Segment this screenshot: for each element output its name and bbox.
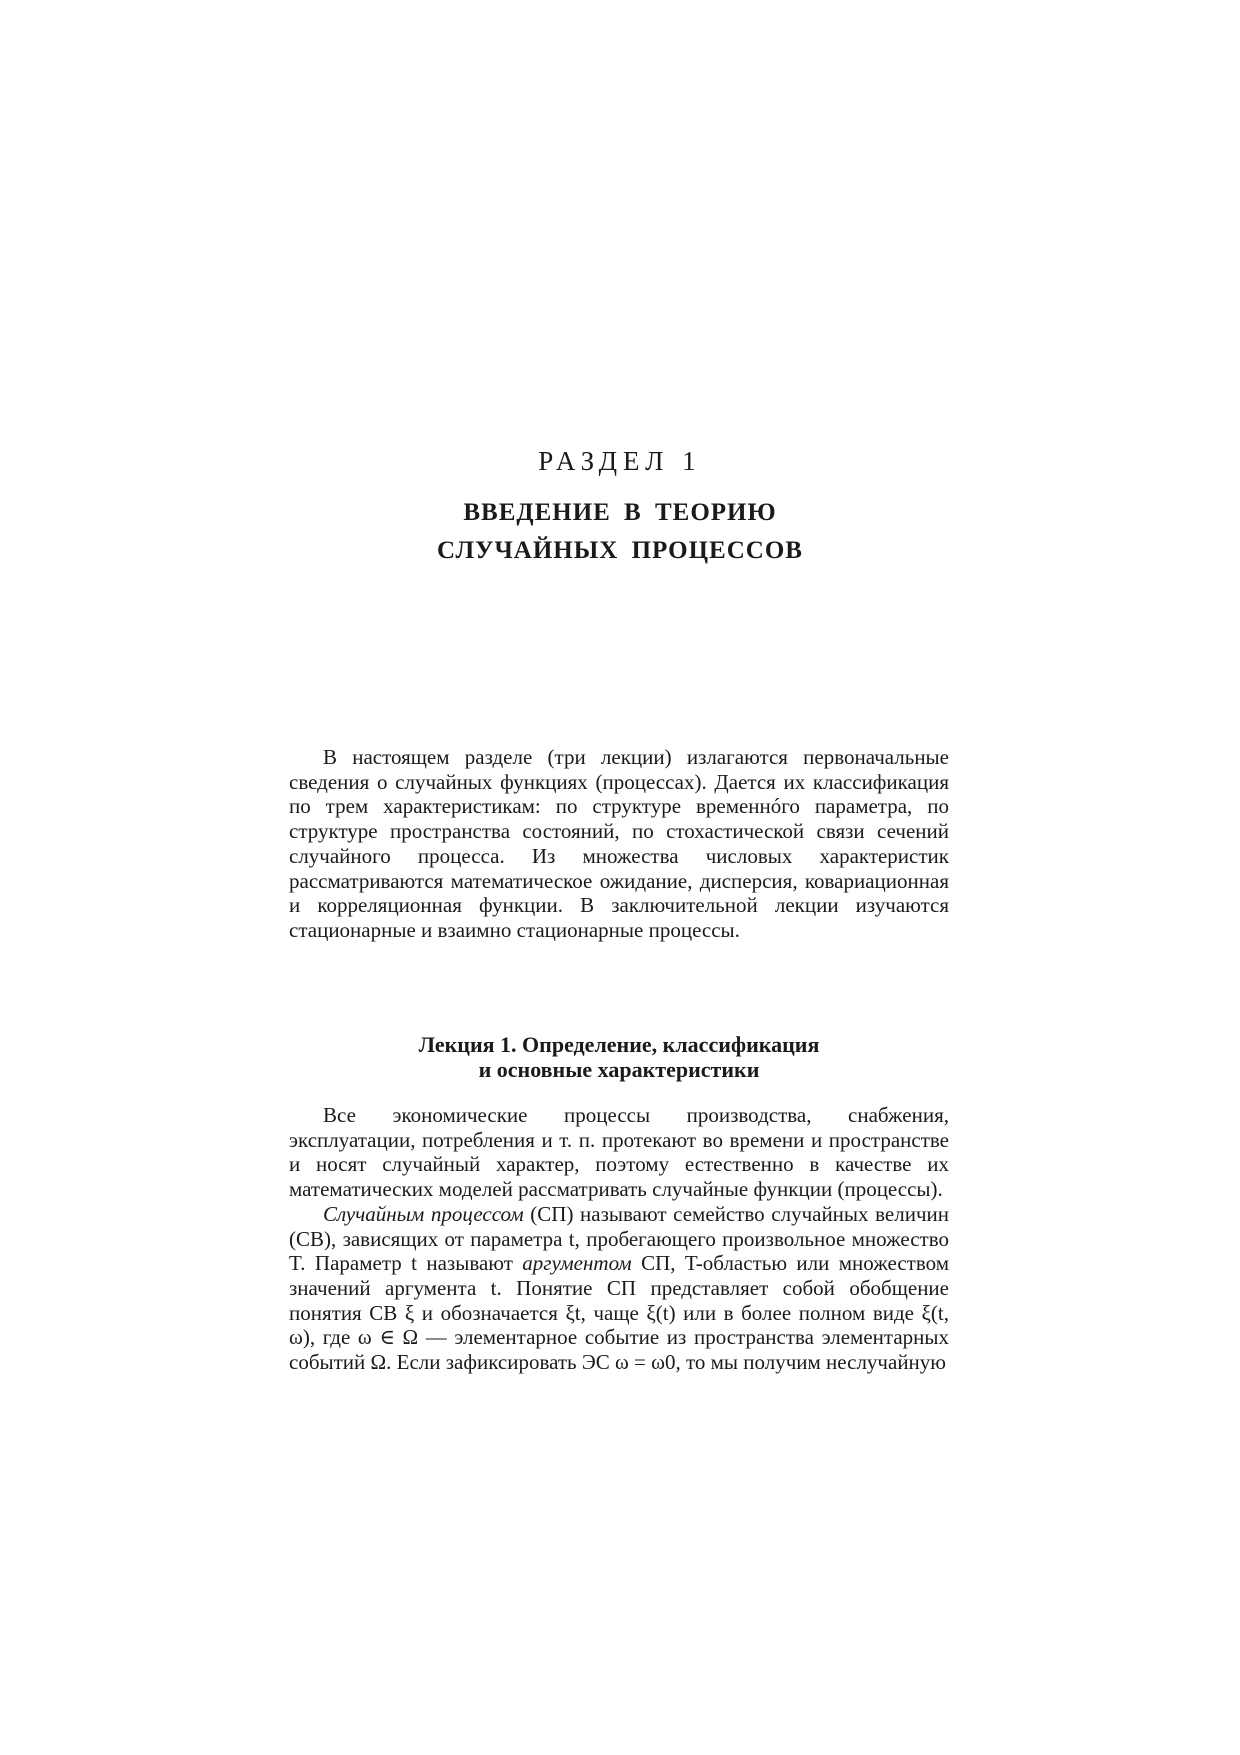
intro-paragraph: В настоящем разделе (три лекции) излагаются первоначальные сведения о случайных функциях (процессах). Дается их классификация по трем характеристикам: по структуре временнóго параметра, по структуре пространства состояний, по стохастической связи сечений случайного процесса. Из множества числовых характеристик рассматриваются математическое ожидание, дисперсия, ковариационная и корреляционная функции. В заключительной лекции изучаются стационарные и взаимно стационарные процессы. [289, 745, 949, 942]
term-random-process: Случайным процессом [323, 1201, 524, 1226]
section-title-line-2: СЛУЧАЙНЫХ ПРОЦЕССОВ [437, 537, 803, 564]
lecture-title [289, 1032, 949, 1082]
section-intro [289, 745, 949, 943]
lecture-body [289, 1103, 949, 1375]
section-label: РАЗДЕЛ 1 [538, 446, 702, 476]
section-title-line-1: ВВЕДЕНИЕ В ТЕОРИЮ [463, 499, 777, 526]
body-paragraph-2-part-1: (СП) называют семейство случайных величин (СВ), зависящих от параметра t, пробегающего произвольное множество T. Параметр t называют [289, 1201, 950, 1276]
body-paragraph-2 [289, 1202, 949, 1375]
section-title [0, 494, 1240, 570]
body-paragraph-2-part-2: СП, T-областью или множеством значений аргумента t. Понятие СП представляет собой обобщение понятия СВ ξ и обозначается ξt, чаще ξ(t) или в более полном виде ξ(t, ω), где ω ∈ Ω — элементарное событие из пространства элементарных событий Ω. Если зафиксировать ЭС ω = ω0, то мы получим неслучайную [289, 1251, 949, 1375]
lecture-title-line-1: Лекция 1. Определение, классификация [418, 1032, 820, 1057]
lecture-title-line-2: и основные характеристики [478, 1057, 760, 1082]
body-paragraph-1: Все экономические процессы производства, снабжения, эксплуатации, потребления и т. п. протекают во времени и пространстве и носят случайный характер, поэтому естественно в качестве их математических моделей рассматривать случайные функции (процессы). [289, 1103, 949, 1202]
term-argument: аргументом [522, 1251, 632, 1276]
